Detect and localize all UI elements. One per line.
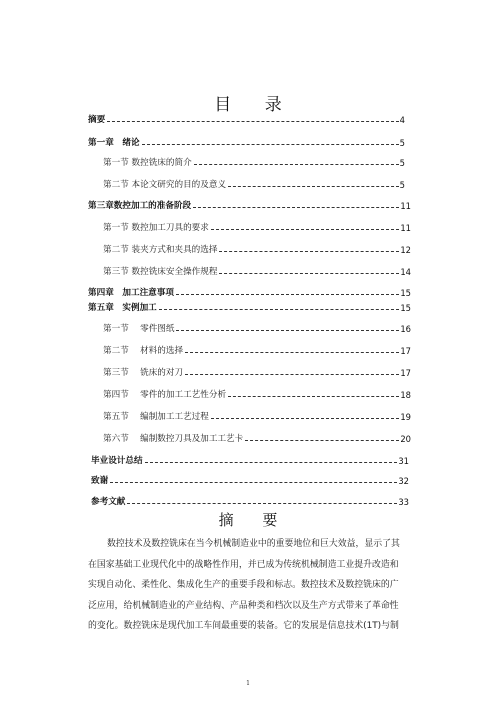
- toc-leader-line: [219, 250, 399, 252]
- toc-leader-line: [176, 329, 399, 331]
- toc-entry[interactable]: [88, 113, 405, 127]
- toc-entry[interactable]: [103, 322, 411, 336]
- toc-entry[interactable]: [103, 366, 411, 380]
- toc-entry-page: 32: [398, 476, 409, 486]
- toc-leader-line: [159, 308, 400, 310]
- toc-entry-page: 5: [399, 158, 405, 168]
- toc-leader-line: [211, 417, 399, 419]
- toc-leader-line: [127, 502, 397, 504]
- toc-entry-label: 第二节 本论文研究的目的及意义: [103, 180, 227, 190]
- toc-entry[interactable]: [103, 221, 411, 235]
- toc-entry[interactable]: [91, 495, 409, 509]
- toc-entry-page: 15: [400, 303, 411, 313]
- toc-entry[interactable]: [88, 136, 405, 150]
- toc-entry-label: 第四章 加工注意事项: [88, 288, 174, 298]
- toc-entry[interactable]: [103, 388, 411, 402]
- toc-entry[interactable]: [91, 474, 409, 488]
- abstract-line: 实现自动化、柔性化、集成化生产的重要手段和标志。数控技术及数控铣床的广: [88, 580, 399, 590]
- toc-entry-label: 第三节 数控铣床安全操作规程: [103, 267, 218, 277]
- toc-entry[interactable]: [88, 301, 411, 315]
- toc-entry-page: 11: [400, 223, 411, 233]
- toc-entry[interactable]: [103, 243, 411, 257]
- toc-entry-label: 摘要: [88, 115, 106, 125]
- toc-entry-label: 第一节 数控加工刀具的要求: [103, 223, 209, 233]
- toc-entry-page: 33: [398, 497, 409, 507]
- toc-entry-page: 18: [400, 390, 411, 400]
- toc-leader-line: [107, 120, 398, 122]
- abstract-line: 的变化。数控铣床是现代加工车间最重要的装备。它的发展是信息技术(1T)与制: [88, 621, 399, 631]
- toc-entry-label: 第五节 编制加工工艺过程: [103, 412, 209, 422]
- toc-entry-page: 17: [400, 346, 411, 356]
- toc-entry-label: 参考文献: [91, 497, 126, 507]
- toc-entry-label: 第六节 编制数控刀具及加工工艺卡: [103, 434, 244, 444]
- toc-title: 目 录: [214, 95, 296, 115]
- toc-entry[interactable]: [103, 344, 411, 358]
- toc-entry-page: 20: [400, 434, 411, 444]
- toc-entry[interactable]: [103, 156, 405, 170]
- toc-entry[interactable]: [103, 265, 411, 279]
- toc-leader-line: [185, 351, 399, 353]
- toc-entry-label: 第三章数控加工的准备阶段: [88, 201, 192, 211]
- toc-entry-page: 16: [400, 324, 411, 334]
- toc-entry-page: 31: [398, 456, 409, 466]
- toc-leader-line: [219, 272, 399, 274]
- toc-entry[interactable]: [103, 410, 411, 424]
- abstract-body: [88, 534, 412, 637]
- toc-leader-line: [228, 185, 399, 187]
- toc-entry-label: 致谢: [91, 476, 109, 486]
- page-number: 1: [246, 680, 250, 687]
- toc-leader-line: [145, 461, 398, 463]
- toc-entry-label: 第一节 数控铣床的简介: [103, 158, 192, 168]
- toc-leader-line: [245, 439, 399, 441]
- toc-entry-page: 19: [400, 412, 411, 422]
- abstract-line: 数控技术及数控铣床在当今机械制造业中的重要地位和巨大效益，显示了其: [107, 539, 400, 549]
- toc-entry-label: 第四节 零件的加工工艺性分析: [103, 390, 227, 400]
- toc-entry-label: 第五章 实例加工: [88, 303, 157, 313]
- toc-entry[interactable]: [88, 199, 411, 213]
- abstract-title: 摘 要: [218, 511, 290, 529]
- abstract-line: 泛应用，给机械制造业的产业结构、产品种类和档次以及生产方式带来了革命性: [88, 600, 399, 611]
- toc-entry-page: 4: [399, 115, 405, 125]
- toc-entry-label: 第一章 绪论: [88, 138, 140, 148]
- toc-entry-page: 17: [400, 368, 411, 378]
- toc-entry-page: 5: [399, 180, 405, 190]
- toc-leader-line: [110, 481, 397, 483]
- toc-entry-page: 14: [400, 267, 411, 277]
- toc-leader-line: [211, 228, 399, 230]
- toc-leader-line: [228, 395, 399, 397]
- toc-leader-line: [142, 143, 399, 145]
- toc-entry-label: 第二节 材料的选择: [103, 346, 184, 356]
- toc-leader-line: [185, 373, 399, 375]
- toc-leader-line: [176, 293, 399, 295]
- toc-entry-page: 5: [399, 138, 405, 148]
- toc-leader-line: [193, 206, 399, 208]
- toc-entry-label: 第一节 零件图纸: [103, 324, 175, 334]
- toc-entry-page: 11: [400, 201, 411, 211]
- toc-entry-label: 毕业设计总结: [91, 456, 143, 466]
- toc-leader-line: [194, 163, 399, 165]
- toc-entry-page: 15: [400, 288, 411, 298]
- abstract-line: 在国家基础工业现代化中的战略性作用，并已成为传统机械制造工业提升改造和: [88, 559, 399, 570]
- toc-entry-label: 第三节 铣床的对刀: [103, 368, 184, 378]
- toc-entry-page: 12: [400, 245, 411, 255]
- toc-entry[interactable]: [103, 432, 411, 446]
- toc-entry[interactable]: [91, 454, 409, 468]
- toc-entry-label: 第二节 装夹方式和夹具的选择: [103, 245, 218, 255]
- toc-entry[interactable]: [88, 286, 411, 300]
- toc-entry[interactable]: [103, 178, 405, 192]
